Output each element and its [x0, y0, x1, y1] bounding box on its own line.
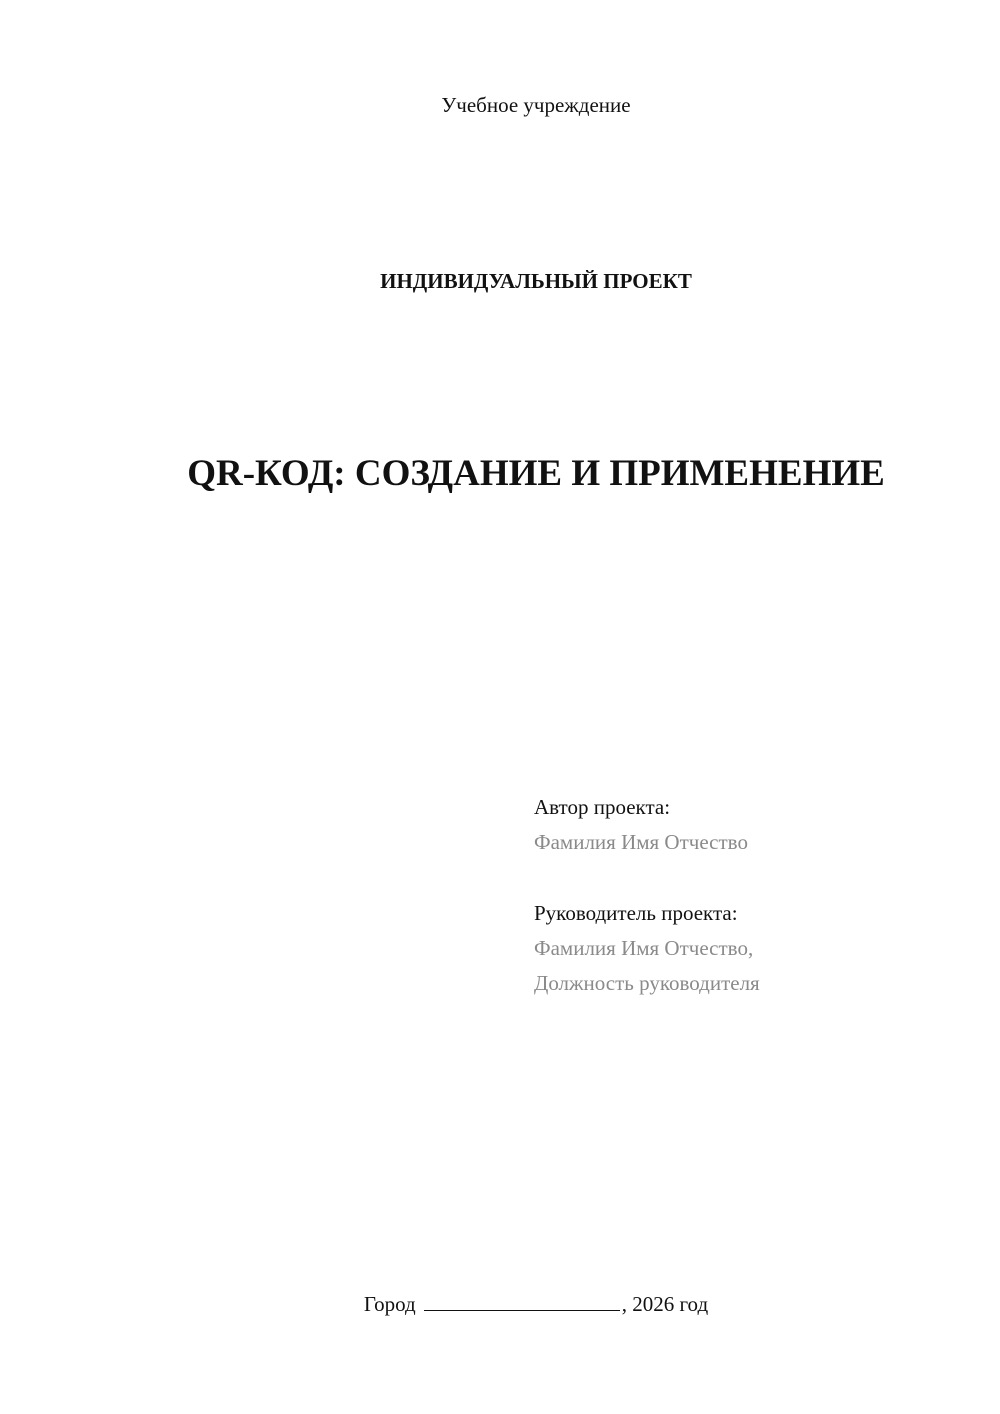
institution-name: Учебное учреждение	[441, 93, 631, 117]
author-name: Фамилия Имя Отчество	[534, 830, 748, 854]
supervisor-position: Должность руководителя	[534, 971, 760, 995]
supervisor-name: Фамилия Имя Отчество,	[534, 936, 754, 960]
footer-city-year	[0, 1290, 1000, 1318]
city-blank-line	[424, 1290, 620, 1311]
project-title: QR-КОД: СОЗДАНИЕ И ПРИМЕНЕНИЕ	[187, 453, 885, 494]
credits-block	[534, 790, 974, 1001]
city-label: Город	[363, 1292, 416, 1316]
document-type: ИНДИВИДУАЛЬНЫЙ ПРОЕКТ	[380, 269, 692, 293]
year-text: , 2026 год	[621, 1292, 709, 1316]
author-label: Автор проекта:	[534, 795, 671, 819]
credits-spacer	[534, 860, 974, 896]
supervisor-label: Руководитель проекта:	[534, 901, 738, 925]
